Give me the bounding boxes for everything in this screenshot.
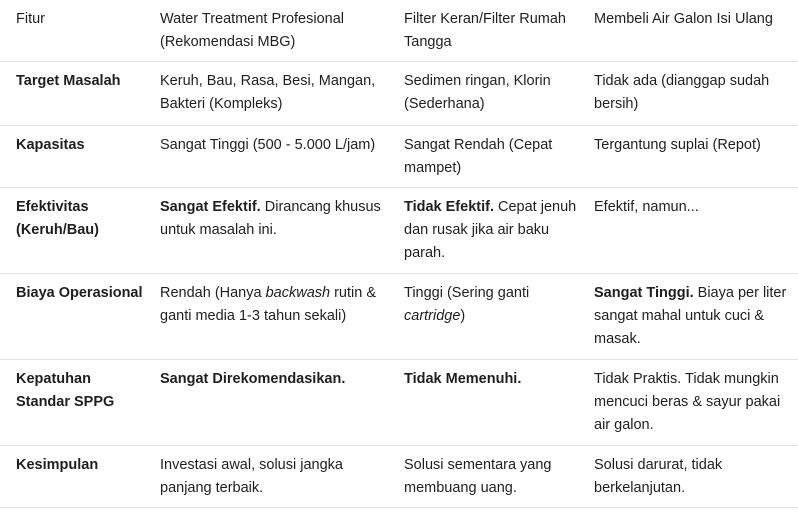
table-header-row <box>0 0 798 62</box>
cell-text: Tinggi (Sering ganti <box>404 285 530 301</box>
header-feature: Fitur <box>16 11 45 27</box>
cell <box>594 282 790 351</box>
cell <box>160 282 390 328</box>
cell: Tidak ada (dianggap sudah bersih) <box>594 73 770 112</box>
cell-text: rutin & ganti media 1-3 tahun sekali) <box>160 285 377 324</box>
header-filter-keran: Filter Keran/Filter Rumah Tangga <box>404 11 566 50</box>
cell: Solusi darurat, tidak berkelanjutan. <box>594 457 723 496</box>
cell: Sangat Rendah (Cepat mampet) <box>404 137 553 176</box>
cell: Investasi awal, solusi jangka panjang terbaik. <box>160 457 343 496</box>
table-row <box>0 446 798 508</box>
table-row <box>0 62 798 126</box>
feature-label: Target Masalah <box>16 73 121 89</box>
cell: Efektif, namun... <box>594 199 699 215</box>
cell-text: Dirancang khusus untuk masalah ini. <box>160 199 381 238</box>
table-row <box>0 360 798 446</box>
feature-label: Biaya Operasional <box>16 285 143 301</box>
table-row <box>0 274 798 360</box>
feature-label: Kapasitas <box>16 137 85 153</box>
cell: Tidak Praktis. Tidak mungkin mencuci beras & sayur pakai air galon. <box>594 371 781 433</box>
cell <box>160 196 390 242</box>
cell-text: Rendah (Hanya <box>160 285 266 301</box>
table-row <box>0 126 798 188</box>
cell <box>404 368 580 391</box>
emphasis: cartridge <box>404 308 461 324</box>
table-row <box>0 188 798 274</box>
emphasis: Sangat Direkomendasikan. <box>160 371 346 387</box>
feature-label: Kesimpulan <box>16 457 99 473</box>
cell-text: Cepat jenuh dan rusak jika air baku parah. <box>404 199 577 261</box>
emphasis: Tidak Efektif. <box>404 199 494 215</box>
header-air-galon: Membeli Air Galon Isi Ulang <box>594 11 773 27</box>
emphasis: backwash <box>265 285 331 301</box>
cell-text: ) <box>460 308 466 324</box>
emphasis: Sangat Tinggi. <box>594 285 694 301</box>
feature-label: Kepatuhan Standar SPPG <box>16 371 115 410</box>
emphasis: Tidak Memenuhi. <box>404 371 522 387</box>
cell: Sedimen ringan, Klorin (Sederhana) <box>404 73 551 112</box>
cell <box>404 282 580 328</box>
cell-text: Biaya per liter sangat mahal untuk cuci & masak. <box>594 285 787 347</box>
cell <box>404 196 580 265</box>
cell: Sangat Tinggi (500 - 5.000 L/jam) <box>160 137 376 153</box>
emphasis: Sangat Efektif. <box>160 199 261 215</box>
cell: Tergantung suplai (Repot) <box>594 137 761 153</box>
cell: Solusi sementara yang membuang uang. <box>404 457 552 496</box>
feature-label: Efektivitas (Keruh/Bau) <box>16 199 99 238</box>
header-water-treatment: Water Treatment Profesional (Rekomendasi MBG) <box>160 11 345 50</box>
cell: Keruh, Bau, Rasa, Besi, Mangan, Bakteri (Kompleks) <box>160 73 376 112</box>
cell <box>160 368 390 391</box>
